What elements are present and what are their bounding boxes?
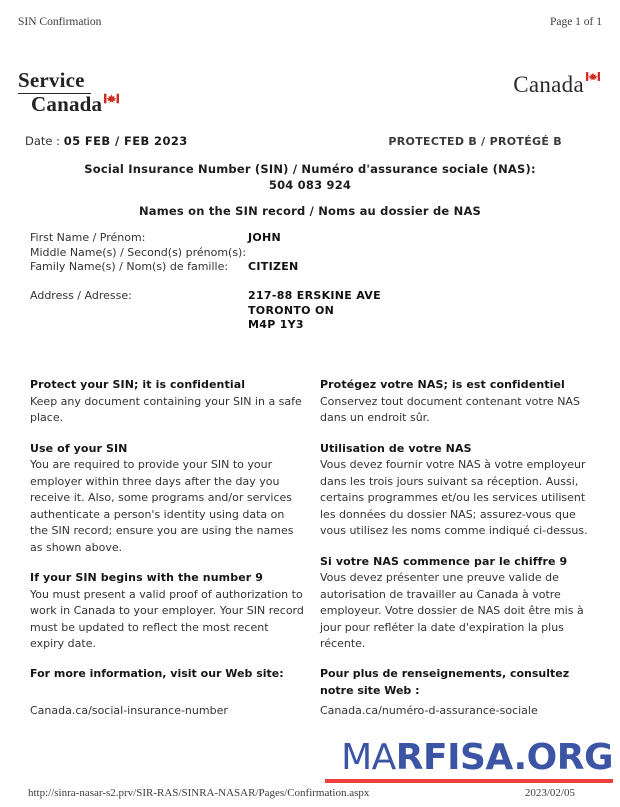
address-line: M4P 1Y3 <box>248 318 304 331</box>
service-canada-logo <box>18 68 119 117</box>
protection-classification: PROTECTED B / PROTÉGÉ B <box>388 135 562 148</box>
footer-url: http://sinra-nasar-s2.prv/SIR-RAS/SINRA-NASAR/Pages/Confirmation.aspx <box>28 787 370 799</box>
address-label: Address / Adresse: <box>30 289 132 302</box>
info-heading: Utilisation de votre NAS <box>320 441 472 455</box>
web-info-row <box>30 666 595 720</box>
web-link-english[interactable]: Canada.ca/social-insurance-number <box>30 704 228 717</box>
info-body: Conservez tout document contenant votre NAS dans un endroit sûr. <box>320 394 580 424</box>
info-heading: Use of your SIN <box>30 441 128 455</box>
info-body: Vous devez fournir votre NAS à votre employeur dans les trois jours suivant sa réception. Aussi, certains programmes et/ou les services utilisent les données du dossier NAS; assurez-vous que vous utilisez les noms comme indiqué ci-dessus. <box>320 458 588 537</box>
footer-date: 2023/02/05 <box>524 787 575 799</box>
names-record-title: Names on the SIN record / Noms au dossier de NAS <box>138 204 482 218</box>
web-info-french <box>320 666 595 720</box>
running-header <box>18 16 602 28</box>
service-canada-logo-line2: Canada <box>31 92 103 116</box>
canada-wordmark-text: Canada <box>513 72 584 97</box>
address-block <box>30 289 381 333</box>
sin-number: 504 083 924 <box>268 178 352 192</box>
address-line: TORONTO ON <box>248 303 335 317</box>
service-canada-logo-line1: Service <box>18 68 91 94</box>
info-heading: Protégez votre NAS; is est confidentiel <box>320 378 565 391</box>
info-heading: Protect your SIN; it is confidential <box>30 378 246 391</box>
date-line <box>25 134 188 148</box>
field-label: Middle Name(s) / Second(s) prénom(s): <box>30 245 247 259</box>
info-heading: Si votre NAS commence par le chiffre 9 <box>320 554 568 568</box>
field-label: First Name / Prénom: <box>30 231 146 244</box>
sin-title: Social Insurance Number (SIN) / Numéro d'assurance sociale (NAS): <box>84 162 536 176</box>
info-columns <box>30 377 595 667</box>
name-fields <box>30 231 299 275</box>
field-value: JOHN <box>248 231 282 244</box>
field-family-name <box>30 260 299 275</box>
info-column-french <box>320 377 595 667</box>
canada-flag-icon <box>586 72 600 81</box>
marfisa-watermark <box>318 737 613 783</box>
field-label: Family Name(s) / Nom(s) de famille: <box>30 260 229 273</box>
field-value: CITIZEN <box>248 260 299 273</box>
canada-flag-icon <box>104 93 119 104</box>
date-label: Date : <box>25 134 61 148</box>
header-page-number: Page 1 of 1 <box>549 16 602 28</box>
info-body: You must present a valid proof of authorization to work in Canada to your employer. Your SIN record must be updated to reflect the most recent expiry date. <box>30 587 304 650</box>
watermark-underline <box>325 779 613 783</box>
address-line: 217-88 ERSKINE AVE <box>248 289 381 302</box>
field-middle-name <box>30 246 299 261</box>
web-info-english <box>30 666 305 720</box>
field-first-name <box>30 231 299 246</box>
header-doc-title: SIN Confirmation <box>18 16 102 28</box>
web-heading: Pour plus de renseignements, consultez notre site Web : <box>320 667 570 697</box>
address-lines <box>248 289 381 333</box>
info-column-english <box>30 377 305 667</box>
info-body: You are required to provide your SIN to your employer within three days after the day you receive it. Also, some programs and/or services authenticate a person's identity using data on the SIN record; ensure you are using the names as shown above. <box>30 458 294 554</box>
web-link-french[interactable]: Canada.ca/numéro-d-assurance-sociale <box>320 704 538 717</box>
date-value: 05 FEB / FEB 2023 <box>63 134 188 148</box>
watermark-text-bold: RFISA.ORG <box>395 737 613 778</box>
info-heading: If your SIN begins with the number 9 <box>30 571 263 584</box>
info-body: Keep any document containing your SIN in a safe place. <box>30 394 302 424</box>
running-footer <box>28 787 575 799</box>
web-heading: For more information, visit our Web site: <box>30 667 284 680</box>
canada-wordmark <box>513 72 598 98</box>
watermark-text-light: MA <box>341 737 396 778</box>
info-body: Vous devez présenter une preuve valide de autorisation de travailler au Canada à votre employeur. Votre dossier de NAS doit être mis à jour pour refléter la date d'expiration la plus récente. <box>320 571 584 650</box>
date-row <box>25 134 562 148</box>
